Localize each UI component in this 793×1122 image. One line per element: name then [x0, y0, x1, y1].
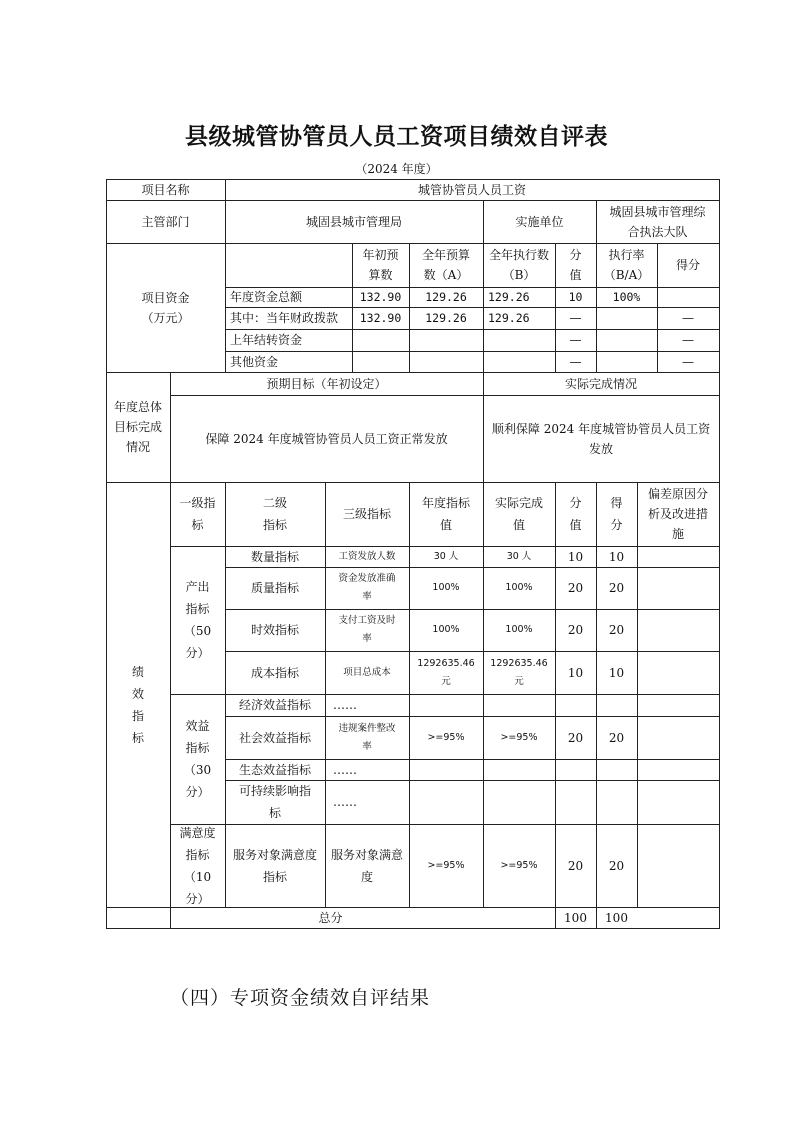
goal-actual-text: 顺利保障 2024 年度城管协管员人员工资发放: [491, 421, 711, 456]
fund-header-full: 全年预算数（A）: [421, 248, 470, 282]
indicator-reason: [637, 824, 719, 907]
fund-row-init: 132.90: [359, 311, 402, 325]
fund-header-got: 得分: [675, 258, 700, 272]
indicator-reason: [637, 567, 719, 609]
indicator-l3: ……: [333, 698, 357, 712]
indicator-score: [555, 759, 596, 780]
indicator-l3: 违规案件整改率: [338, 722, 396, 752]
indicator-got: [596, 694, 637, 716]
dept-label: 主管部门: [141, 214, 190, 229]
fund-row-exec: 129.26: [488, 311, 530, 325]
goal-label: 年度总体目标完成情况: [114, 400, 163, 454]
section-heading: （四）专项资金绩效自评结果: [170, 987, 431, 1009]
total-label: 总分: [318, 910, 343, 925]
indicator-reason: [637, 651, 719, 694]
fund-row-name: 年度资金总额: [230, 290, 303, 304]
perf-label: 绩效指标: [131, 665, 144, 745]
fund-row-score: —: [569, 311, 582, 325]
indicator-score: 20: [567, 730, 584, 745]
goal-expected-text: 保障 2024 年度城管协管员人员工资正常发放: [205, 431, 448, 446]
indicator-target: [409, 780, 483, 824]
indicator-reason: [637, 780, 719, 824]
fund-row-full: [409, 329, 483, 351]
goal-actual-header: 实际完成情况: [564, 376, 637, 391]
indicator-actual: [483, 694, 555, 716]
perf-header-actual: 实际完成值: [495, 496, 544, 532]
project-name-value: 城管协管员人员工资: [417, 182, 526, 197]
indicator-l3: ……: [333, 795, 357, 809]
indicator-reason: [637, 546, 719, 567]
indicator-got: 20: [608, 623, 625, 637]
indicator-actual: [483, 780, 555, 824]
indicator-score: 10: [567, 665, 584, 680]
indicator-score: [555, 780, 596, 824]
indicator-got: 20: [608, 581, 625, 595]
indicator-l2: 经济效益指标: [238, 698, 311, 712]
indicator-score: [555, 694, 596, 716]
indicator-got: [596, 759, 637, 780]
indicator-target: [409, 694, 483, 716]
perf-header-l2: 二级指标: [262, 496, 287, 532]
indicator-actual: >=95%: [500, 859, 538, 871]
indicator-target: >=95%: [427, 731, 465, 743]
indicator-l2: 时效指标: [250, 623, 299, 637]
fund-row-got: —: [682, 354, 694, 369]
fund-row-init: 132.90: [359, 290, 402, 304]
indicator-l2: 成本指标: [250, 665, 299, 680]
fund-header-init: 年初预算数: [362, 248, 399, 282]
fund-row-got: —: [682, 311, 694, 325]
indicator-l2: 数量指标: [250, 549, 299, 564]
indicator-actual: 100%: [505, 582, 533, 593]
fund-header-score: 分值: [569, 248, 582, 282]
indicator-score: 10: [567, 549, 584, 564]
indicator-score: 20: [567, 858, 584, 873]
impl-unit-label: 实施单位: [515, 214, 564, 229]
indicator-target: 30 人: [433, 550, 459, 562]
indicator-l3: 资金发放准确率: [338, 573, 396, 602]
indicator-got: [596, 780, 637, 824]
indicator-l3: 项目总成本: [343, 666, 391, 678]
fund-row-score: —: [569, 354, 582, 369]
indicator-actual: 1292635.46元: [490, 657, 548, 687]
group-benefit: 效益指标（30分）: [183, 719, 212, 799]
indicator-got: 10: [608, 665, 625, 680]
indicator-target: 100%: [432, 582, 460, 593]
fund-row-rate: [596, 329, 657, 351]
fund-row-got: —: [682, 333, 694, 347]
indicator-l3: 工资发放人数: [338, 550, 396, 562]
indicator-l2: 服务对象满意度指标: [233, 847, 318, 884]
group-output: 产出指标（50分）: [183, 580, 212, 660]
indicator-got: 20: [608, 730, 625, 745]
indicator-l3: 服务对象满意度: [331, 847, 404, 884]
fund-row-score: 10: [568, 290, 583, 304]
indicator-target: >=95%: [427, 859, 465, 871]
indicator-reason: [637, 759, 719, 780]
fund-row-init: [352, 351, 409, 372]
perf-header-l3: 三级指标: [342, 507, 391, 521]
impl-unit-value: 城固县城市管理综合执法大队: [609, 204, 706, 239]
total-got: 100: [605, 910, 628, 925]
indicator-actual: 30 人: [506, 550, 532, 562]
fund-row-exec: [483, 351, 555, 372]
indicator-l2: 生态效益指标: [238, 762, 311, 777]
indicator-l2: 质量指标: [250, 581, 299, 595]
group-satisfaction: 满意度指标（10分）: [179, 825, 216, 906]
indicator-target: 1292635.46元: [417, 657, 475, 687]
indicator-l2: 可持续影响指标: [238, 784, 311, 820]
fund-row-score: —: [569, 333, 582, 347]
indicator-target: [409, 759, 483, 780]
indicator-score: 20: [567, 581, 584, 595]
perf-header-l1: 一级指标: [179, 496, 216, 532]
indicator-l2: 社会效益指标: [238, 730, 311, 745]
indicator-actual: [483, 759, 555, 780]
indicator-got: 20: [608, 858, 625, 873]
fund-row-rate: 100%: [612, 290, 641, 304]
fund-row-full: 129.26: [425, 290, 467, 304]
fund-row-rate: [596, 351, 657, 372]
page-title: 县级城管协管员人员工资项目绩效自评表: [185, 124, 608, 150]
goal-expected-header: 预期目标（年初设定）: [266, 376, 387, 391]
fund-header-exec: 全年执行数（B）: [489, 248, 550, 282]
indicator-reason: [637, 694, 719, 716]
fund-row-name: 其他资金: [230, 354, 279, 369]
indicator-actual: >=95%: [500, 731, 538, 743]
indicator-l3: 支付工资及时率: [338, 615, 396, 644]
indicator-score: 20: [567, 623, 584, 637]
indicator-target: 100%: [432, 624, 460, 635]
perf-header-target: 年度指标值: [421, 496, 470, 532]
fund-label: 项目资金（万元）: [141, 290, 190, 325]
perf-header-score: 分值: [569, 496, 582, 532]
fund-row-full: 129.26: [425, 311, 467, 325]
fund-row-exec: 129.26: [488, 290, 530, 304]
fund-row-full: [409, 351, 483, 372]
indicator-reason: [637, 716, 719, 759]
perf-header-got: 得分: [610, 496, 623, 532]
fund-row-rate: [596, 307, 657, 329]
fund-header-rate: 执行率（B/A）: [603, 248, 650, 282]
fund-row-init: [352, 329, 409, 351]
indicator-reason: [637, 609, 719, 651]
indicator-actual: 100%: [505, 624, 533, 635]
fund-row-name: 上年结转资金: [230, 333, 303, 347]
indicator-got: 10: [608, 549, 625, 564]
fund-row-name: 其中：当年财政拨款: [230, 311, 339, 325]
indicator-l3: ……: [333, 762, 357, 777]
fund-row-exec: [483, 329, 555, 351]
dept-value: 城固县城市管理局: [305, 214, 402, 229]
fund-row-got: [657, 287, 719, 307]
perf-header-reason: 偏差原因分析及改进措施: [647, 487, 708, 541]
total-score: 100: [564, 910, 587, 925]
project-name-label: 项目名称: [141, 182, 190, 197]
report-year: （2024 年度）: [355, 162, 438, 176]
